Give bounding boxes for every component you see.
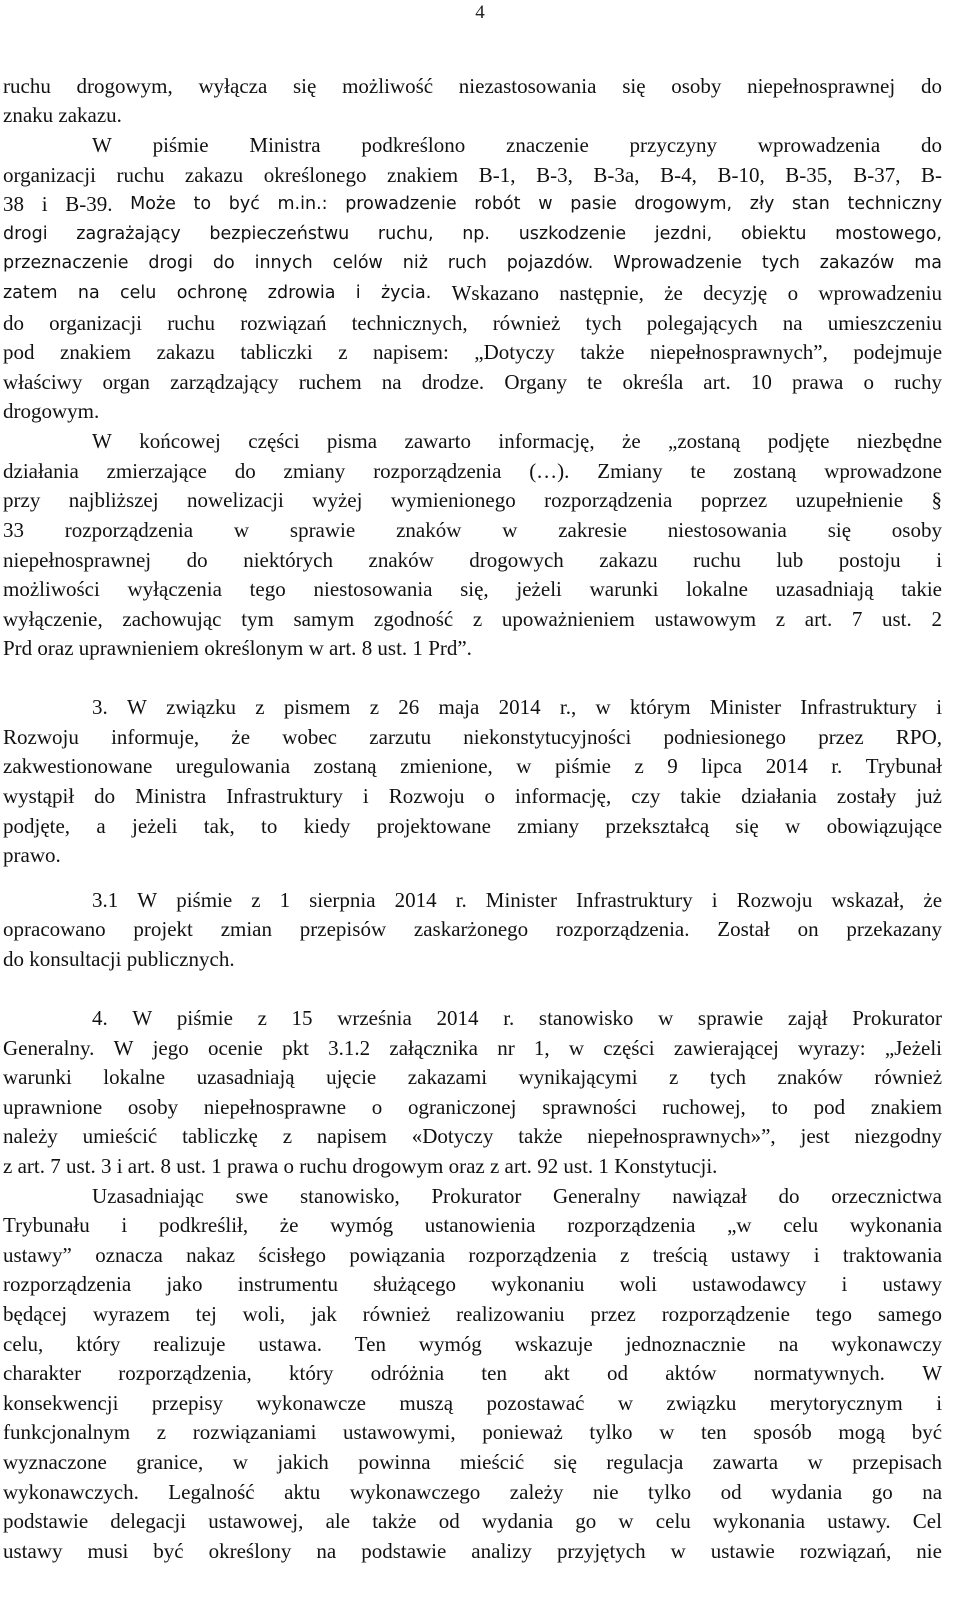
document-page: 4 ruchu drogowym, wyłącza się możliwość niezastosowania się osoby niepełnosprawnej do znaku zakazu. W piśmie Ministra podkreślono znaczenie przyczyny wprowadzenia do organizacji ruchu zakazu określonego znakiem B-1, B-3, B-3a, B-4, B-10, B-35, B-37, B- 38 i B-39. Może to być m.in.: prowadzenie robót w pasie drogowym, zły stan techniczny drogi zagrażający bezpieczeństwu ruchu, np. uszkodzenie jezdni, obiektu mostowego, przeznaczenie drogi do innych celów niż ruch pojazdów. Wprowadzenie tych zakazów ma zatem na celu ochronę zdrowia i życia. Wskazano następnie, że decyzję o wprowadzeniu do organizacji ruchu rozwiązań technicznych, również tych polegających na umieszczeniu pod znakiem zakazu tabliczki z napisem: „Dotyczy także niepełnosprawnych”, podejmuje właściwy organ zarządzający ruchem na drodze. Organy te określa art. 10 prawa o ruchy drogowym. W końcowej części pisma zawarto informację, że „zostaną podjęte niezbędne działania zmierzające do zmiany rozporządzenia (…). Zmiany te zostaną wprowadzone przy najbliższej nowelizacji wyżej wymienionego rozporządzenia poprzez uzupełnienie § 33 rozporządzenia w sprawie znaków w zakresie niestosowania się osoby niepełnosprawnej do niektórych znaków drogowych zakazu ruchu lub postoju i możliwości wyłączenia tego niestosowania się, jeżeli warunki lokalne uzasadniają takie wyłączenie, zachowując tym samym zgodność z upoważnieniem ustawowym z art. 7 ust. 2 Prd oraz uprawnieniem określonym w art. 8 ust. 1 Prd”. 3. W związku z pismem z 26 maja 2014 r., w którym Minister Infrastruktury i Rozwoju informuje, że wobec zarzutu niekonstytucyjności podniesionego przez RPO, zakwestionowane uregulowania zostaną zmienione, w piśmie z 9 lipca 2014 r. Trybunał wystąpił do Ministra Infrastruktury i Rozwoju o informację, czy takie działania zostały już podjęte, a jeżeli tak, to kiedy projektowane zmiany przekształcą się w obowiązujące prawo. 3.1 W piśmie z 1 sierpnia 2014 r. Minister Infrastruktury i Rozwoju wskazał, że opracowano projekt zmian przepisów zaskarżonego rozporządzenia. Został on przekazany do konsultacji publicznych. 4. W piśmie z 15 września 2014 r. stanowisko w sprawie zajął Prokurator Generalny. W jego ocenie pkt 3.1.2 załącznika nr 1, w części zawierającej wyrazy: „Jeżeli warunki lokalne uzasadniają ujęcie zakazami wynikającymi z tych znaków również uprawnione osoby niepełnosprawne o ograniczonej sprawności ruchowej, to pod znakiem należy umieścić tabliczkę z napisem «Dotyczy także niepełnosprawnych»”, jest niezgodny z art. 7 ust. 3 i art. 8 ust. 1 prawa o ruchu drogowym oraz z art. 92 ust. 1 Konstytucji. Uzasadniając swe stanowisko, Prokurator Generalny nawiązał do orzecznictwa Trybunału i podkreślił, że wymóg ustanowienia rozporządzenia „w celu wykonania ustawy” oznacza nakaz ścisłego powiązania rozporządzenia z treścią ustawy i traktowania rozporządzenia jako instrumentu służącego wykonaniu woli ustawodawcy i ustawy będącej wyrazem tej woli, jak również realizowaniu przez rozporządzenie tego samego celu, który realizuje ustawa. Ten wymóg wskazuje jednoznacznie na wykonawczy charakter rozporządzenia, który odróżnia ten akt od aktów normatywnych. W konsekwencji przepisy wykonawcze muszą pozostawać w związku merytorycznym i funkcjonalnym z rozwiązaniami ustawowymi, ponieważ tylko w ten sposób mogą być wyznaczone granice, w jakich powinna mieścić się regulacja zawarta w przepisach wykonawczych. Legalność aktu wykonawczego zależy nie tylko od wydania go na podstawie delegacji ustawowej, ale także od wydania go w celu wykonania ustawy. Cel ustawy musi być określony na podstawie analizy przyjętych w ustawie rozwiązań, nie	[0, 0, 960, 1601]
page-number: 4	[475, 2, 485, 23]
